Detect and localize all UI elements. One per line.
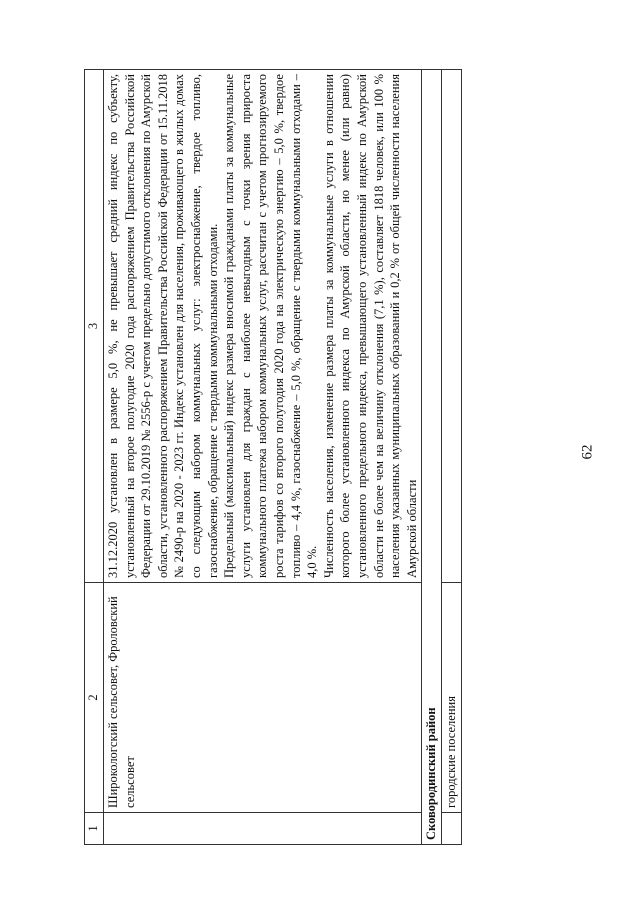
region-title: Сковородинский район <box>422 70 442 845</box>
header-col-3: 3 <box>85 70 104 583</box>
row1-description <box>104 70 422 583</box>
header-col-1: 1 <box>85 813 104 845</box>
tariff-table <box>84 69 462 845</box>
subsection-row <box>442 70 462 845</box>
description-paragraph-2: Предельный (максимальный) индекс размера вносимой гражданами платы за коммунальные услуги установлен для граждан с наиболее невыгодным с точки зрения прироста коммунального платежа набором коммунальных услуг, рассчитан с учетом прогнозируемого роста тарифов со второго полугодия 2020 года на электрическую энергию – 5,0 %, твердое топливо – 4,4 %, газоснабжение – 5,0 %, обращение с твердыми коммунальными отходами – 4,0 %. <box>222 74 320 578</box>
description-paragraph-1: 31.12.2020 установлен в размере 5,0 %, не превышает средний индекс по субъекту, установленный на второе полугодие 2020 года распоряжением Правительства Российской Федерации от 29.10.2019 № 2556-р с учетом предельно допустимого отклонения по Амурской области, установленного распоряжением Правительства Российской Федерации от 15.11.2018 № 2490-р на 2020 - 2023 гг. Индекс установлен для населения, проживающего в жилых домах со следующим набором коммунальных услуг: электроснабжение, твердое топливо, газоснабжение, обращение с твердыми коммунальными отходами. <box>106 74 220 578</box>
page-number: 62 <box>579 444 596 460</box>
subsection-col1 <box>442 813 462 845</box>
table-header-row <box>85 70 104 845</box>
description-paragraph-3: Численность населения, изменение размера платы за коммунальные услуги в отношении которого более установленного индекса по Амурской области, но менее (или равно) установленного предельного индекса, превышающего установленный индекс по Амурской области не более чем на величину отклонения (7,1 %), составляет 1818 человек, или 100 % населения указанных муниципальных образований и 0,2 % от общей численности населения Амурской области <box>321 74 419 578</box>
table-row <box>104 70 422 845</box>
subsection-title: городские поселения <box>442 583 462 813</box>
region-row <box>422 70 442 845</box>
header-col-2: 2 <box>85 583 104 813</box>
table-frame <box>84 70 579 845</box>
row1-col1 <box>104 813 422 845</box>
subsection-col3 <box>442 70 462 583</box>
row1-municipality: Широкологский сельсовет, Фроловский сельсовет <box>104 583 422 813</box>
